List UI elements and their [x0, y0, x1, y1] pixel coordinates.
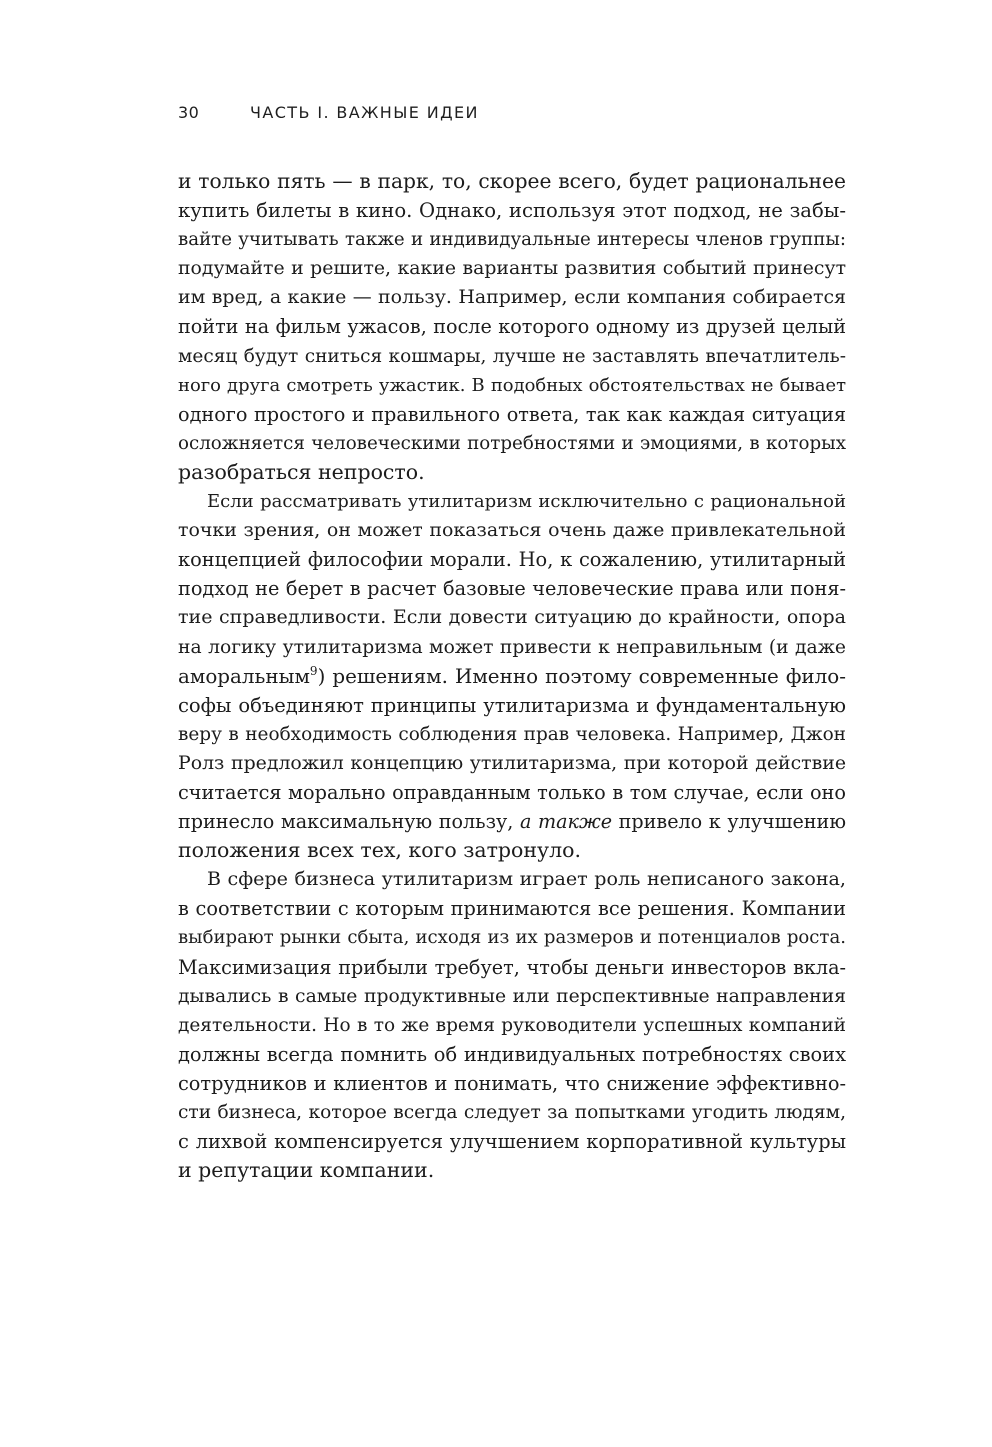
text-line: с лихвой компенсируется улучшением корпоративной культуры [178, 1130, 846, 1154]
text-line: В сфере бизнеса утилитаризм играет роль неписаного закона, [207, 868, 846, 891]
text-line: подумайте и решите, какие варианты развития событий принесут [178, 258, 846, 280]
text-fragment: принесло максимальную пользу, [178, 810, 520, 834]
text-line [178, 807, 846, 836]
text-line: и репутации компании. [178, 1158, 435, 1183]
text-line: им вред, а какие — пользу. Например, если компания собирается [178, 286, 846, 309]
paragraph-3 [178, 865, 846, 1185]
text-line: дывались в самые продуктивные или перспективные направления [178, 985, 846, 1007]
text-line: положения всех тех, кого затронуло. [178, 838, 582, 863]
text-line: купить билеты в кино. Однако, используя этот подход, не забы- [178, 199, 846, 223]
body-text [178, 167, 846, 1185]
text-fragment: ) решениям. Именно поэтому современные фило- [317, 664, 846, 688]
text-line: Максимизация прибыли требует, чтобы деньги инвесторов вкла- [178, 955, 846, 979]
text-line: осложняется человеческими потребностями и эмоциями, в которых [178, 432, 846, 454]
text-line: на логику утилитаризма может привести к неправильным (и даже [178, 636, 846, 658]
text-line: софы объединяют принципы утилитаризма и фундаментальную [178, 693, 846, 717]
footnote-marker[interactable]: 9 [309, 663, 318, 678]
italic-emphasis: а также [519, 810, 613, 834]
text-line: Ролз предложил концепцию утилитаризма, при которой действие [178, 751, 846, 774]
running-title: ЧАСТЬ I. ВАЖНЫЕ ИДЕИ [250, 103, 479, 122]
text-fragment: привело к улучшению [612, 810, 846, 834]
text-line: разобраться непросто. [178, 459, 425, 484]
text-line: и только пять — в парк, то, скорее всего, будет рациональнее [178, 169, 846, 193]
text-line: веру в необходимость соблюдения прав человека. Например, Джон [178, 723, 846, 745]
text-line: пойти на фильм ужасов, после которого одному из друзей целый [178, 315, 846, 339]
text-line: вайте учитывать также и индивидуальные интересы членов группы: [178, 229, 846, 251]
text-fragment: аморальным [178, 664, 310, 688]
text-line: должны всегда помнить об индивидуальных потребностях своих [178, 1042, 846, 1066]
text-line: одного простого и правильного ответа, так как каждая ситуация [178, 402, 846, 426]
text-line: в соответствии с которым принимаются все решения. Компании [178, 897, 846, 921]
text-line: ного друга смотреть ужастик. В подобных обстоятельствах не бывает [178, 374, 846, 396]
text-line: считается морально оправданным только в том случае, если оно [178, 780, 846, 804]
text-line: выбирают рынки сбыта, исходя из их размеров и потенциалов роста. [178, 927, 846, 949]
text-line: точки зрения, он может показаться очень даже привлекательной [178, 519, 846, 542]
text-line: сти бизнеса, которое всегда следует за попытками угодить людям, [178, 1102, 846, 1123]
text-line: подход не берет в расчет базовые человеческие права или поня- [178, 577, 846, 601]
text-line: концепцией философии морали. Но, к сожалению, утилитарный [178, 548, 846, 572]
text-line: тие справедливости. Если довести ситуацию до крайности, опора [178, 606, 846, 629]
paragraph-2 [178, 487, 846, 865]
page-number: 30 [178, 103, 200, 122]
text-line [178, 662, 846, 691]
text-line: сотрудников и клиентов и понимать, что снижение эффективно- [178, 1071, 846, 1095]
text-line: деятельности. Но в то же время руководители успешных компаний [178, 1014, 846, 1036]
text-line: Если рассматривать утилитаризм исключительно с рациональной [207, 491, 846, 513]
running-header [178, 103, 479, 122]
text-line: месяц будут сниться кошмары, лучше не заставлять впечатлитель- [178, 345, 846, 367]
paragraph-1 [178, 167, 846, 487]
